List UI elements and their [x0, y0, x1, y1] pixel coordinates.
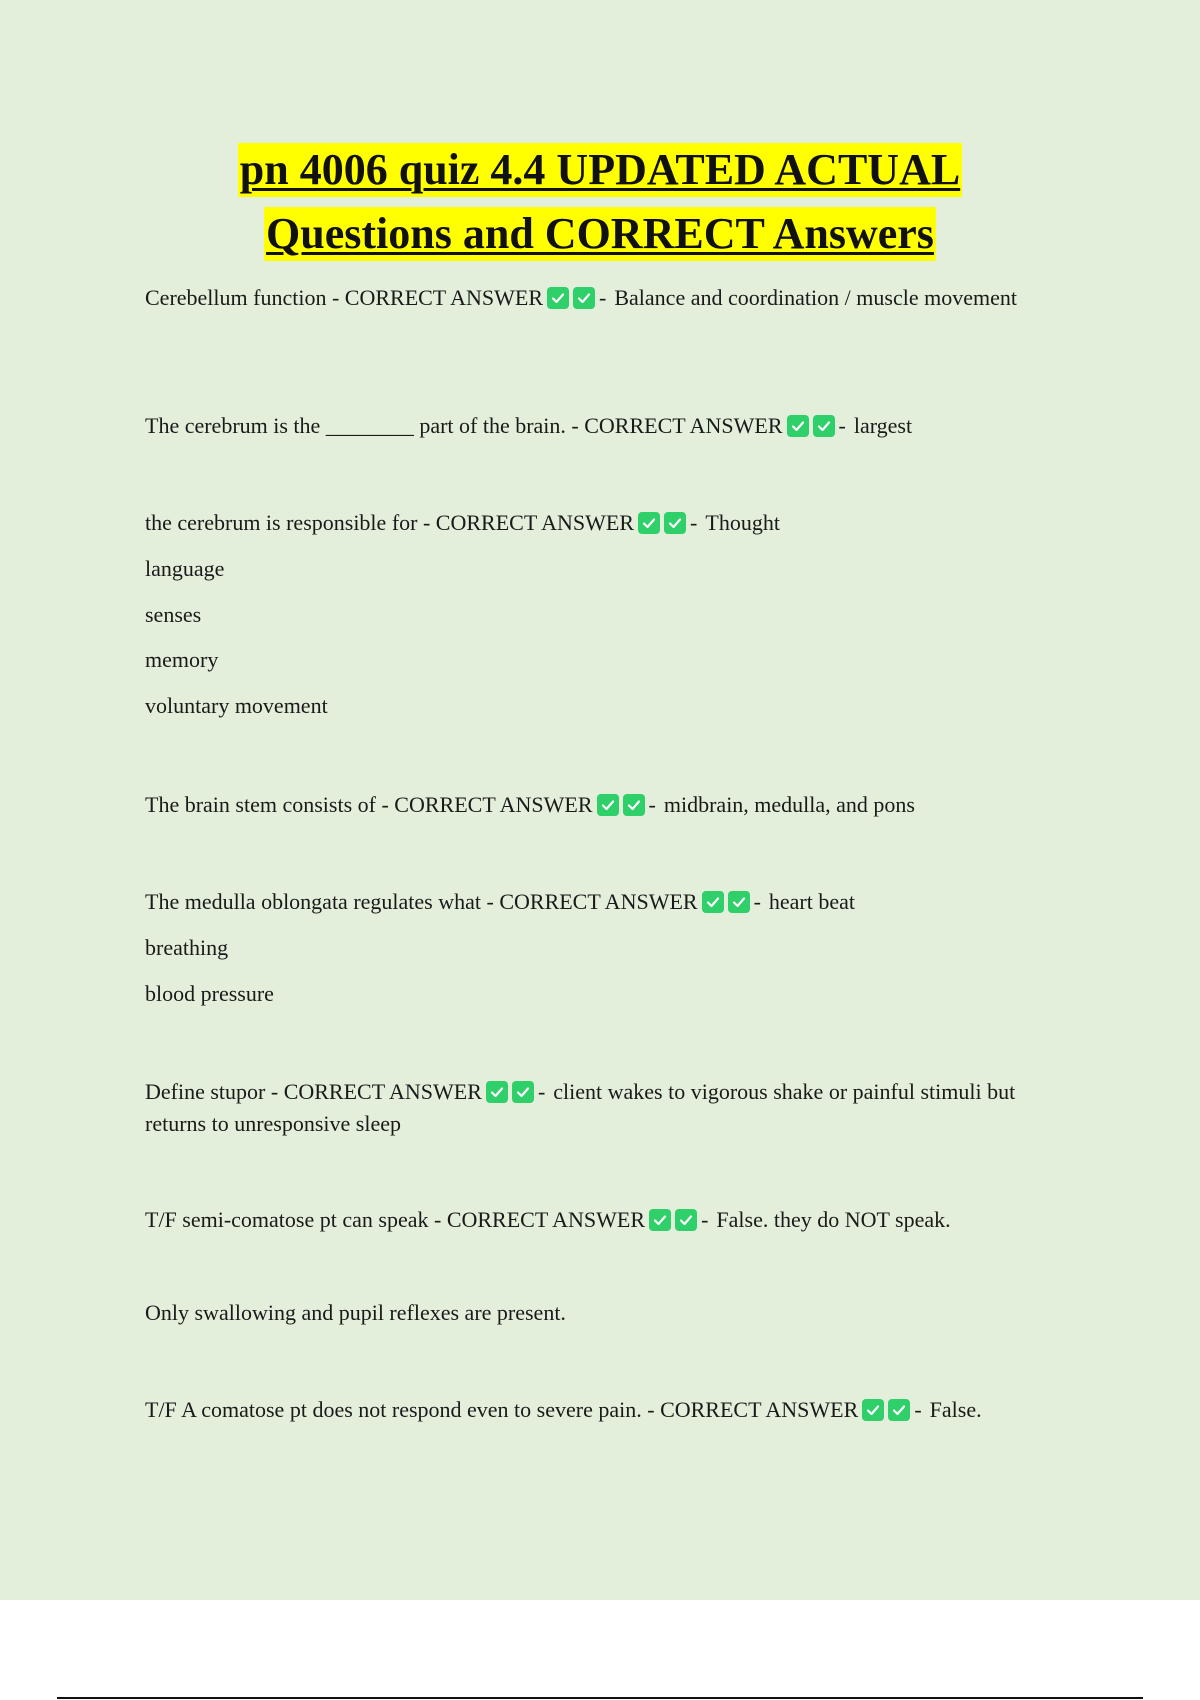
title-line-2: Questions and CORRECT Answers [264, 207, 936, 261]
correct-answer-marker: CORRECT ANSWER [394, 792, 593, 817]
correct-answer-marker: CORRECT ANSWER [435, 510, 635, 535]
qa-item: T/F semi-comatose pt can speak - CORRECT ANSWER - False. they do NOT speak. [145, 1207, 951, 1232]
question-text: T/F A comatose pt does not respond even to severe pain. - [145, 1397, 661, 1422]
answer-text: Balance and coordination / muscle movement [614, 285, 1017, 310]
paragraph-text: Only swallowing and pupil reflexes are present. [145, 1300, 566, 1325]
answer-extra-line: breathing [145, 935, 229, 960]
question-text: the cerebrum is responsible for - [145, 510, 436, 535]
checkmark-icon [512, 1081, 534, 1103]
correct-answer-marker: CORRECT ANSWER [344, 285, 544, 310]
checkmark-icon [638, 512, 660, 534]
answer-extra-line: voluntary movement [145, 693, 328, 718]
checkmark-icon [573, 287, 595, 309]
qa-item: Cerebellum function - CORRECT ANSWER - Balance and coordination / muscle movement [145, 285, 1017, 310]
standalone-paragraph [145, 1297, 1080, 1329]
qa-item: the cerebrum is responsible for - CORRECT ANSWER - Thought language senses memory voluntary movement [145, 507, 1080, 722]
checkmark-icon [888, 1399, 910, 1421]
question-text: The medulla oblongata regulates what - [145, 889, 500, 914]
checkmark-icon [702, 891, 724, 913]
answer-text: client wakes to vigorous shake or painful stimuli but returns to unresponsive sleep [145, 1079, 1016, 1136]
checkmark-icon [486, 1081, 508, 1103]
question-text: Cerebellum function - [145, 285, 345, 310]
correct-answer-marker: CORRECT ANSWER [660, 1397, 859, 1422]
checkmark-icon [649, 1209, 671, 1231]
checkmark-icon [664, 512, 686, 534]
qa-item: Define stupor - CORRECT ANSWER - client wakes to vigorous shake or painful stimuli but returns to unresponsive sleep [145, 1079, 1016, 1136]
document-title [0, 143, 1200, 271]
question-text: The brain stem consists of - [145, 792, 395, 817]
answer-text: False. they do NOT speak. [716, 1207, 951, 1232]
checkmark-icon [675, 1209, 697, 1231]
question-text: Define stupor - [145, 1079, 284, 1104]
checkmark-icon [728, 891, 750, 913]
checkmark-icon [862, 1399, 884, 1421]
question-text: T/F semi-comatose pt can speak - [145, 1207, 447, 1232]
checkmark-icon [623, 794, 645, 816]
checkmark-icon [547, 287, 569, 309]
answer-text: False. [929, 1397, 982, 1422]
checkmark-icon [597, 794, 619, 816]
footer-divider [57, 1697, 1143, 1699]
qa-item: The medulla oblongata regulates what - CORRECT ANSWER - heart beat breathing blood pressure [145, 886, 1080, 1010]
correct-answer-marker: CORRECT ANSWER [499, 889, 698, 914]
checkmark-icon [787, 415, 809, 437]
correct-answer-marker: CORRECT ANSWER [446, 1207, 646, 1232]
answer-text: Thought [705, 510, 780, 535]
checkmark-icon [813, 415, 835, 437]
answer-extra-line: memory [145, 647, 219, 672]
correct-answer-marker: CORRECT ANSWER [584, 413, 783, 438]
question-text: The cerebrum is the ________ part of the brain. - [145, 413, 585, 438]
answer-text: largest [853, 413, 913, 438]
qa-item: T/F A comatose pt does not respond even to severe pain. - CORRECT ANSWER - False. [145, 1397, 982, 1422]
answer-text: heart beat [768, 889, 856, 914]
answer-extra-line: blood pressure [145, 981, 274, 1006]
qa-item: The cerebrum is the ________ part of the brain. - CORRECT ANSWER - largest [145, 413, 913, 438]
answer-text: midbrain, medulla, and pons [663, 792, 915, 817]
title-line-1: pn 4006 quiz 4.4 UPDATED ACTUAL [238, 143, 962, 197]
correct-answer-marker: CORRECT ANSWER [283, 1079, 482, 1104]
answer-extra-line: language [145, 556, 225, 581]
qa-item: The brain stem consists of - CORRECT ANSWER - midbrain, medulla, and pons [145, 792, 915, 817]
answer-extra-line: senses [145, 602, 202, 627]
